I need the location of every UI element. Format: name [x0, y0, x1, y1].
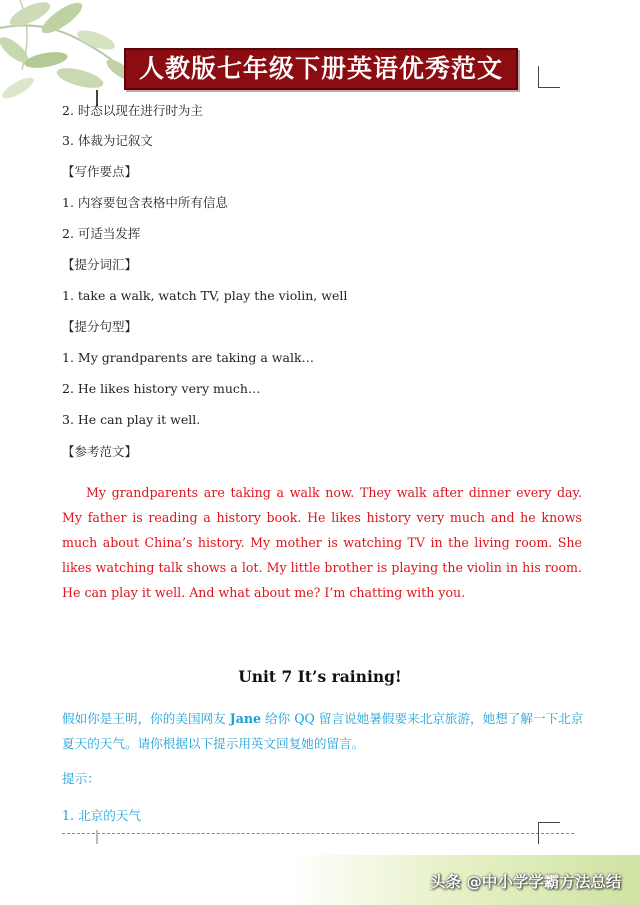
crop-mark-bottom — [538, 822, 560, 844]
crop-mark-top — [538, 66, 560, 88]
prompt-text: 给你 QQ 留言说她暑假要来北京旅游，她想了解一下北京夏天的天气。请你根据以下提示用英文回复她的留言。 — [62, 711, 584, 751]
page-divider — [62, 833, 574, 834]
model-essay: My grandparents are taking a walk now. They walk after dinner every day. My father is reading a history book. He likes history very much and he knows much about China’s history. My mother is watching TV in the living room. She likes watching talk shows a lot. My little brother is playing the violin in his room. He can play it well. And what about me? I’m chatting with you. — [62, 485, 582, 600]
section-heading: 【写作要点】 — [62, 164, 138, 179]
writing-prompt — [62, 706, 584, 756]
section-heading: 【参考范文】 — [62, 444, 138, 459]
vocab-item: 1. take a walk, watch TV, play the violin, well — [62, 288, 348, 303]
hint-item: 1. 北京的天气 — [62, 808, 141, 823]
sentence-item: 3. He can play it well. — [62, 412, 201, 427]
hint-label: 提示： — [62, 771, 100, 786]
section-heading: 【提分句型】 — [62, 319, 138, 334]
section-heading: 【提分词汇】 — [62, 257, 138, 272]
watermark: 头条 @中小学学霸方法总结 — [430, 873, 622, 891]
requirement-item: 2. 可适当发挥 — [62, 226, 141, 241]
margin-tick — [96, 830, 98, 844]
page-title-banner: 人教版七年级下册英语优秀范文 — [124, 48, 518, 90]
requirement-item: 3. 体裁为记叙文 — [62, 133, 153, 148]
requirement-item: 1. 内容要包含表格中所有信息 — [62, 195, 228, 210]
prompt-text: 假如你是王明，你的美国网友 — [62, 711, 230, 726]
sentence-item: 1. My grandparents are taking a walk… — [62, 350, 315, 365]
requirement-item: 2. 时态以现在进行时为主 — [62, 103, 203, 118]
sentence-item: 2. He likes history very much… — [62, 381, 261, 396]
prompt-name: Jane — [229, 711, 262, 726]
unit-title: Unit 7 It’s raining! — [238, 667, 402, 686]
